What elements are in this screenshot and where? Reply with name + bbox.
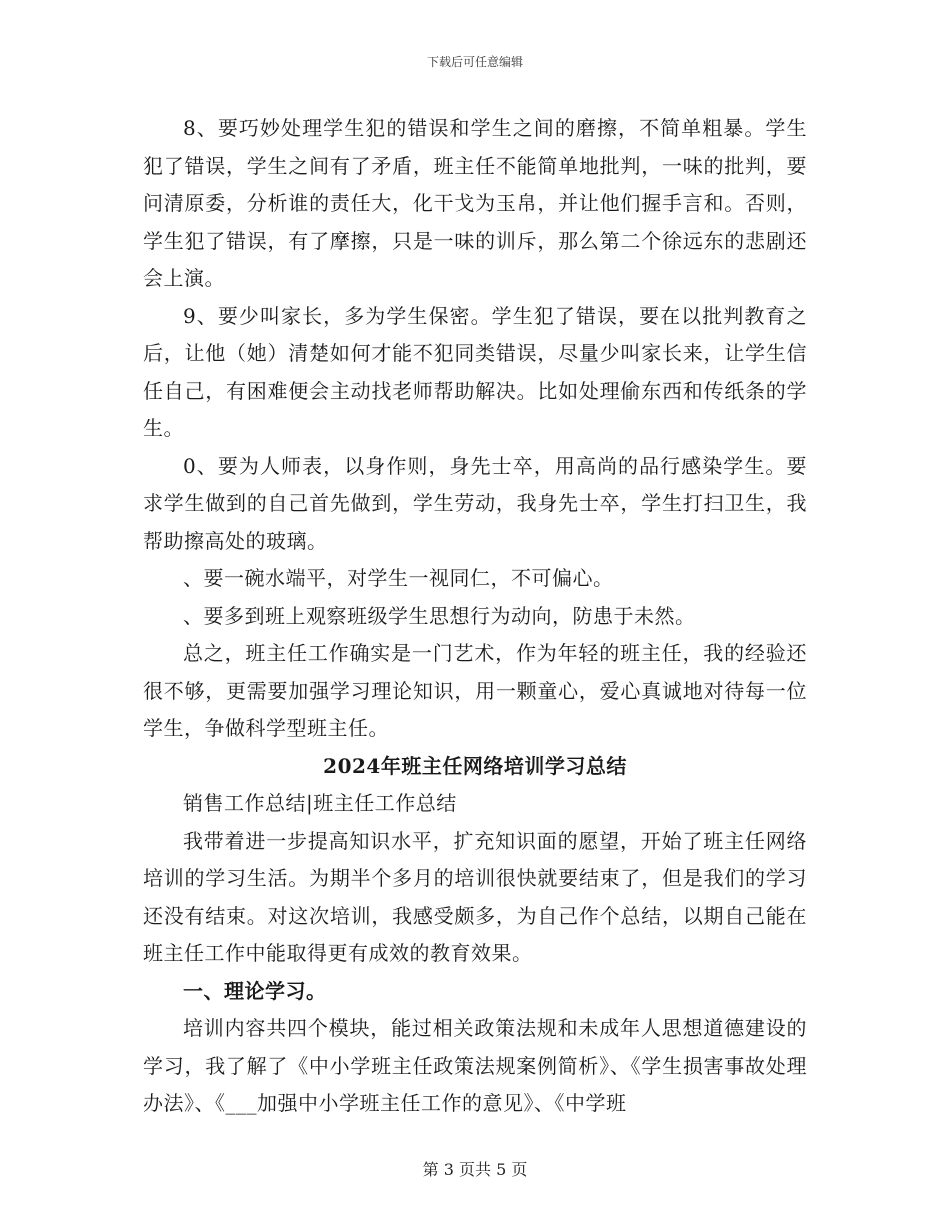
tags-line: 销售工作总结|班主任工作总结 [183,791,457,815]
document-body [143,110,807,1123]
paragraph-summary: 总之，班主任工作确实是一门艺术，作为年轻的班主任，我的经验还很不够，更需要加强学习理论知识，用一颗童心，爱心真诚地对待每一位学生，争做科学型班主任。 [143,641,807,740]
theory-paragraph: 培训内容共四个模块，能过相关政策法规和未成年人思想道德建设的学习，我了解了《中小学班主任政策法规案例简析》、《学生损害事故处理办法》、《___加强中小学班主任工作的意见》、《中学班 [143,1016,807,1115]
paragraph-item-9: 9、要少叫家长，多为学生保密。学生犯了错误，要在以批判教育之后，让他（她）清楚如何才能不犯同类错误，尽量少叫家长来，让学生信任自己，有困难便会主动找老师帮助解决。比如处理偷东西和传纸条的学生。 [143,303,807,440]
paragraph-item-11: 、要一碗水端平，对学生一视同仁，不可偏心。 [183,566,614,590]
page-header: 下载后可任意编辑 [426,55,523,69]
paragraph-item-10: 0、要为人师表，以身作则，身先士卒，用高尚的品行感染学生。要求学生做到的自己首先做到，学生劳动，我身先士卒，学生打扫卫生，我帮助擦高处的玻璃。 [143,453,807,553]
page-footer: 第 3 页共 5 页 [422,1160,528,1179]
paragraph-item-8: 8、要巧妙处理学生犯的错误和学生之间的磨擦，不简单粗暴。学生犯了错误，学生之间有了矛盾，班主任不能简单地批判，一味的批判，要问清原委，分析谁的责任大，化干戈为玉帛，并让他们握手言和。否则，学生犯了错误，有了摩擦，只是一味的训斥，那么第二个徐远东的悲剧还会上演。 [143,116,807,290]
heading-theory-study: 一、理论学习。 [183,978,327,1003]
section-title: 2024年班主任网络培训学习总结 [323,753,627,778]
paragraph-item-12: 、要多到班上观察班级学生思想行为动向，防患于未然。 [183,603,696,628]
intro-paragraph: 我带着进一步提高知识水平，扩充知识面的愿望，开始了班主任网络培训的学习生活。为期半个多月的培训很快就要结束了，但是我们的学习还没有结束。对这次培训，我感受颇多，为自己作个总结，以期自己能在班主任工作中能取得更有成效的教育效果。 [143,828,807,965]
